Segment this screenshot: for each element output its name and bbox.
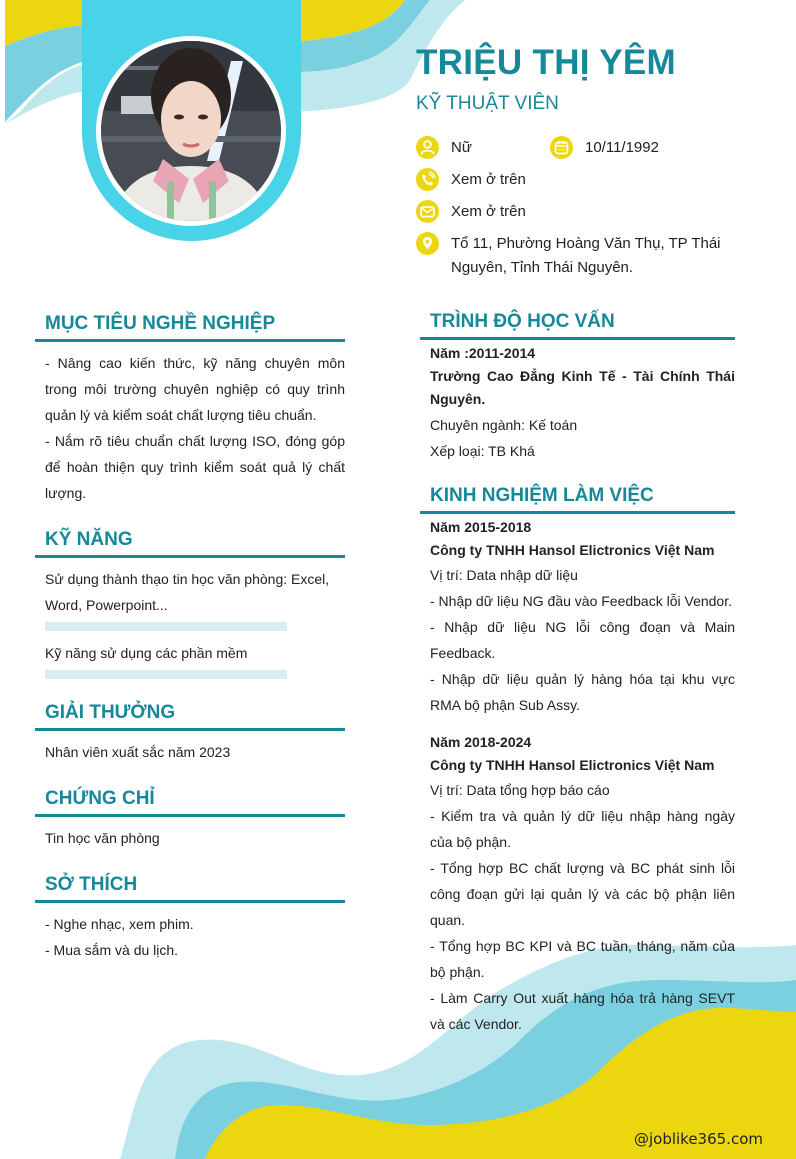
- skills-list: [35, 566, 345, 679]
- gender-value: Nữ: [451, 139, 472, 156]
- candidate-name: TRIỆU THỊ YÊM: [416, 43, 676, 82]
- objective-paragraph: - Nắm rõ tiêu chuẩn chất lượng ISO, đóng góp để hoàn thiện quy trình kiểm soát quả lý chất lượng.: [45, 433, 345, 501]
- certificate-item: Tin học văn phòng: [45, 830, 160, 846]
- phone-value: Xem ở trên: [451, 171, 526, 188]
- hobbies-list: [35, 911, 345, 963]
- experience-job: [420, 731, 735, 1037]
- objective-paragraph: - Nâng cao kiến thức, kỹ năng chuyên môn trong môi trường chuyên nghiệp có quy trình quản lý và kiểm soát chất lượng tiêu chuẩn.: [45, 355, 345, 423]
- contact-email: [416, 200, 526, 224]
- skill-level-bar: [45, 670, 287, 679]
- birthdate-value: 10/11/1992: [585, 139, 659, 156]
- job-duty: - Nhập dữ liệu quản lý hàng hóa tại khu vực RMA bộ phận Sub Assy.: [430, 671, 735, 713]
- profile-header: [416, 42, 676, 116]
- section-skills: [35, 528, 345, 688]
- education-major: Chuyên ngành: Kế toán: [430, 417, 578, 433]
- job-company: Công ty TNHH Hansol Elictronics Việt Nam: [430, 757, 715, 773]
- skill-label: Kỹ năng sử dụng các phần mềm: [45, 645, 248, 661]
- user-icon: [416, 136, 439, 159]
- objective-body: [35, 350, 345, 506]
- job-duty: - Nhập dữ liệu NG đầu vào Feedback lỗi Vendor.: [430, 593, 732, 609]
- education-grade: Xếp loại: TB Khá: [430, 443, 535, 459]
- calendar-icon: [550, 136, 573, 159]
- contact-gender: [416, 136, 472, 160]
- contact-birthdate: [550, 136, 659, 160]
- job-title: KỸ THUẬT VIÊN: [416, 93, 559, 114]
- education-entry: [420, 342, 735, 464]
- job-duty: - Nhập dữ liệu NG lỗi công đoạn và Main Feedback.: [430, 619, 735, 661]
- awards-list: [35, 739, 345, 765]
- certificates-list: [35, 825, 345, 851]
- job-duty: - Tổng hợp BC KPI và BC tuần, tháng, năm của bộ phận.: [430, 938, 735, 980]
- education-school: Trường Cao Đẳng Kinh Tế - Tài Chính Thái Nguyên.: [430, 368, 735, 407]
- section-awards: [35, 701, 345, 765]
- email-value: Xem ở trên: [451, 203, 526, 220]
- job-position: Vị trí: Data tổng hợp báo cáo: [430, 782, 610, 798]
- section-experience: [420, 484, 735, 1037]
- job-period: Năm 2018-2024: [430, 734, 532, 750]
- avatar-illustration: [101, 41, 281, 221]
- objective-title: MỤC TIÊU NGHỀ NGHIỆP: [35, 312, 345, 342]
- job-position: Vị trí: Data nhập dữ liệu: [430, 567, 578, 583]
- skill-level-fill: [45, 622, 287, 631]
- award-item: Nhân viên xuất sắc năm 2023: [45, 744, 231, 760]
- address-value: Tổ 11, Phường Hoàng Văn Thụ, TP Thái Nguyên, Tỉnh Thái Nguyên.: [451, 235, 721, 276]
- hobby-item: - Nghe nhạc, xem phim.: [45, 916, 194, 932]
- skill-label: Sử dụng thành thạo tin học văn phòng: Excel, Word, Powerpoint...: [45, 571, 330, 613]
- experience-job: [420, 516, 735, 718]
- job-duty: - Kiểm tra và quản lý dữ liệu nhập hàng ngày của bộ phận.: [430, 808, 735, 850]
- section-hobbies: [35, 873, 345, 963]
- section-certificates: [35, 787, 345, 851]
- contact-phone: [416, 168, 526, 192]
- certificates-title: CHỨNG CHỈ: [35, 787, 345, 817]
- phone-icon: [416, 168, 439, 191]
- skill-level-fill: [45, 670, 287, 679]
- skill-level-bar: [45, 622, 287, 631]
- job-period: Năm 2015-2018: [430, 519, 532, 535]
- job-duty: - Làm Carry Out xuất hàng hóa trả hàng SEVT và các Vendor.: [430, 990, 735, 1032]
- experience-title: KINH NGHIỆM LÀM VIỆC: [420, 484, 735, 514]
- job-duty: - Tổng hợp BC chất lượng và BC phát sinh lỗi công đoạn gửi lại quản lý và các bộ phận liên quan.: [430, 860, 735, 928]
- avatar-photo: [101, 41, 281, 221]
- job-company: Công ty TNHH Hansol Elictronics Việt Nam: [430, 542, 715, 558]
- skills-title: KỸ NĂNG: [35, 528, 345, 558]
- mail-icon: [416, 200, 439, 223]
- education-title: TRÌNH ĐỘ HỌC VẤN: [420, 310, 735, 340]
- hobby-item: - Mua sắm và du lịch.: [45, 942, 179, 958]
- section-objective: [35, 312, 345, 506]
- contact-address: [416, 232, 736, 280]
- watermark: @joblike365.com: [633, 1130, 763, 1148]
- section-education: [420, 310, 735, 464]
- education-period: Năm :2011-2014: [430, 345, 536, 361]
- awards-title: GIẢI THƯỞNG: [35, 701, 345, 731]
- hobbies-title: SỞ THÍCH: [35, 873, 345, 903]
- location-pin-icon: [416, 232, 439, 255]
